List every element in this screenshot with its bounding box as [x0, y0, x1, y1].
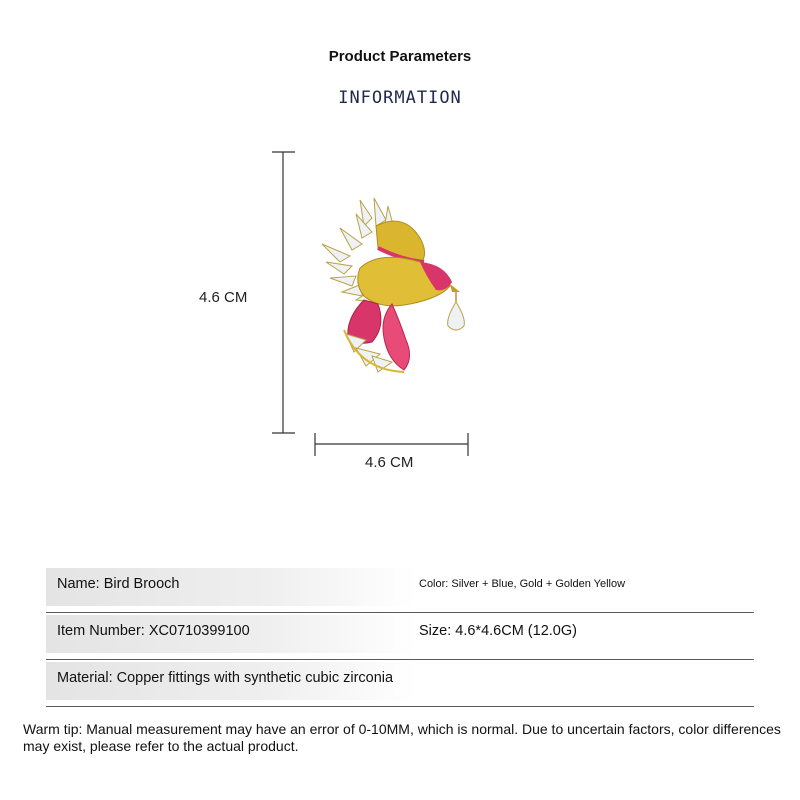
parameters-table: [46, 566, 754, 707]
bird-brooch-icon: [322, 198, 464, 372]
information-subtitle: INFORMATION: [338, 88, 462, 108]
color-value: Color: Silver + Blue, Gold + Golden Yellow: [419, 578, 626, 590]
params-row-item-number: [46, 613, 754, 660]
material-value: Material: Copper fittings with synthetic cubic zirconia: [57, 670, 394, 686]
width-dimension-line: [315, 433, 468, 456]
params-row-material: [46, 660, 754, 707]
item-number-value: Item Number: XC0710399100: [57, 623, 250, 639]
params-row-name: [46, 566, 754, 613]
name-value: Name: Bird Brooch: [57, 576, 180, 592]
height-label: 4.6 CM: [199, 289, 248, 306]
width-label: 4.6 CM: [365, 454, 414, 471]
height-dimension-line: [272, 152, 295, 433]
product-parameters-title: Product Parameters: [328, 48, 472, 65]
warm-tip-text: Warm tip: Manual measurement may have an error of 0-10MM, which is normal. Due to uncertain factors, color differences may exist, please refer to the actual product.: [23, 721, 781, 754]
size-value: Size: 4.6*4.6CM (12.0G): [419, 623, 577, 639]
